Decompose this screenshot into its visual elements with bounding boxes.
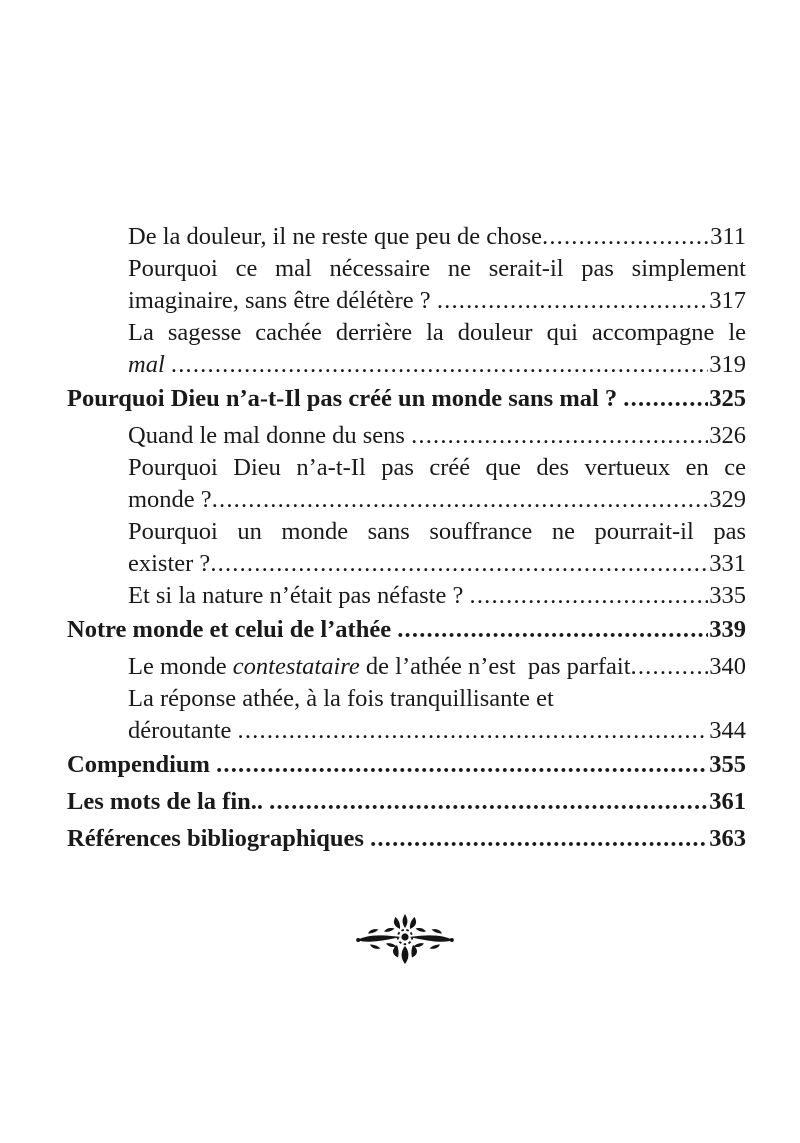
- toc-entry-italic-segment: mal: [128, 351, 171, 378]
- page-number: 344: [709, 717, 746, 744]
- toc-entry-segment: Les mots de la fin..: [67, 788, 270, 815]
- toc-line: [67, 452, 746, 484]
- toc-entry-segment: Quand le mal donne du sens: [128, 422, 412, 449]
- toc-line: [67, 516, 746, 548]
- toc-entry-text: [67, 383, 623, 415]
- toc-line: [67, 285, 746, 317]
- page-number: 363: [709, 825, 746, 852]
- floral-ornament-icon: [355, 913, 455, 970]
- dot-leader: [470, 580, 709, 612]
- page-number: 340: [709, 653, 746, 680]
- toc-entry-text: [128, 715, 238, 747]
- toc-line: [67, 221, 746, 253]
- dot-leader: [210, 548, 708, 580]
- toc-entry-italic-segment: contestataire: [232, 653, 360, 680]
- page-number: 355: [709, 751, 746, 778]
- dot-leader: [437, 285, 708, 317]
- toc-entry-segment: De la douleur, il ne reste que peu de chose: [128, 223, 542, 250]
- toc-line: [67, 683, 746, 715]
- toc-entry-segment: Pourquoi un monde sans souffrance ne pourrait-il pas: [128, 518, 746, 545]
- dot-leader: [411, 420, 708, 452]
- page-number: 311: [710, 223, 746, 250]
- toc-entry-text: [128, 484, 212, 516]
- toc-line: [67, 580, 746, 612]
- toc-entry-segment: de l’athée n’est pas parfait: [359, 653, 631, 680]
- toc-entry-segment: Pourquoi ce mal nécessaire ne serait-il pas simplement: [128, 255, 746, 282]
- toc-entry-text: [67, 749, 216, 781]
- toc-line: [67, 383, 746, 415]
- toc-line: [67, 786, 746, 818]
- table-of-contents: [67, 221, 746, 860]
- toc-entry-text: [128, 349, 171, 381]
- dot-leader: [370, 823, 708, 855]
- toc-entry-text: [67, 614, 397, 646]
- toc-entry-segment: Pourquoi Dieu n’a-t-Il pas créé un monde sans mal ?: [67, 385, 624, 412]
- page-number: 335: [709, 582, 746, 609]
- toc-line: [67, 349, 746, 381]
- toc-entry-segment: imaginaire, sans être délétère ?: [128, 287, 437, 314]
- toc-line: [67, 651, 746, 683]
- toc-entry-text: [128, 683, 554, 715]
- toc-entry-text: [128, 420, 411, 452]
- toc-entry-segment: Et si la nature n’était pas néfaste ?: [128, 582, 470, 609]
- toc-entry-segment: La sagesse cachée derrière la douleur qui accompagne le: [128, 319, 746, 346]
- toc-entry-segment: Références bibliographiques: [67, 825, 371, 852]
- dot-leader: [269, 786, 708, 818]
- page-number: 339: [709, 616, 746, 643]
- page-number: 319: [709, 351, 746, 378]
- toc-line: [67, 823, 746, 855]
- page-number: 317: [709, 287, 746, 314]
- page-number: 329: [709, 486, 746, 513]
- toc-entry-text: [128, 255, 746, 282]
- dot-leader: [623, 383, 708, 415]
- toc-line: [67, 484, 746, 516]
- dot-leader: [212, 484, 709, 516]
- toc-line: [67, 420, 746, 452]
- toc-entry-text: [67, 823, 370, 855]
- page-number: 361: [709, 788, 746, 815]
- dot-leader: [238, 715, 709, 747]
- toc-line: [67, 548, 746, 580]
- toc-entry-segment: Compendium: [67, 751, 217, 778]
- page-number: 331: [709, 550, 746, 577]
- toc-entry-text: [128, 518, 746, 545]
- toc-entry-segment: Notre monde et celui de l’athée: [67, 616, 398, 643]
- dot-leader: [171, 349, 708, 381]
- toc-entry-text: [128, 285, 437, 317]
- dot-leader: [216, 749, 708, 781]
- toc-entry-segment: Le monde: [128, 653, 233, 680]
- dot-leader: [397, 614, 708, 646]
- page-number: 325: [709, 385, 746, 412]
- toc-entry-text: [128, 454, 746, 481]
- toc-entry-text: [128, 221, 542, 253]
- toc-entry-segment: déroutante: [128, 717, 238, 744]
- toc-entry-segment: monde ?: [128, 486, 212, 513]
- toc-line: [67, 317, 746, 349]
- toc-entry-text: [128, 580, 470, 612]
- toc-entry-segment: exister ?: [128, 550, 211, 577]
- dot-leader: [542, 221, 709, 253]
- toc-entry-segment: Pourquoi Dieu n’a-t-Il pas créé que des vertueux en ce: [128, 454, 746, 481]
- toc-entry-text: [128, 319, 746, 346]
- toc-entry-text: [128, 651, 631, 683]
- toc-line: [67, 715, 746, 747]
- dot-leader: [631, 651, 709, 683]
- toc-entry-segment: La réponse athée, à la fois tranquillisante et: [128, 685, 554, 712]
- toc-entry-text: [67, 786, 269, 818]
- toc-line: [67, 614, 746, 646]
- toc-entry-text: [128, 548, 210, 580]
- page-number: 326: [709, 422, 746, 449]
- toc-line: [67, 253, 746, 285]
- toc-line: [67, 749, 746, 781]
